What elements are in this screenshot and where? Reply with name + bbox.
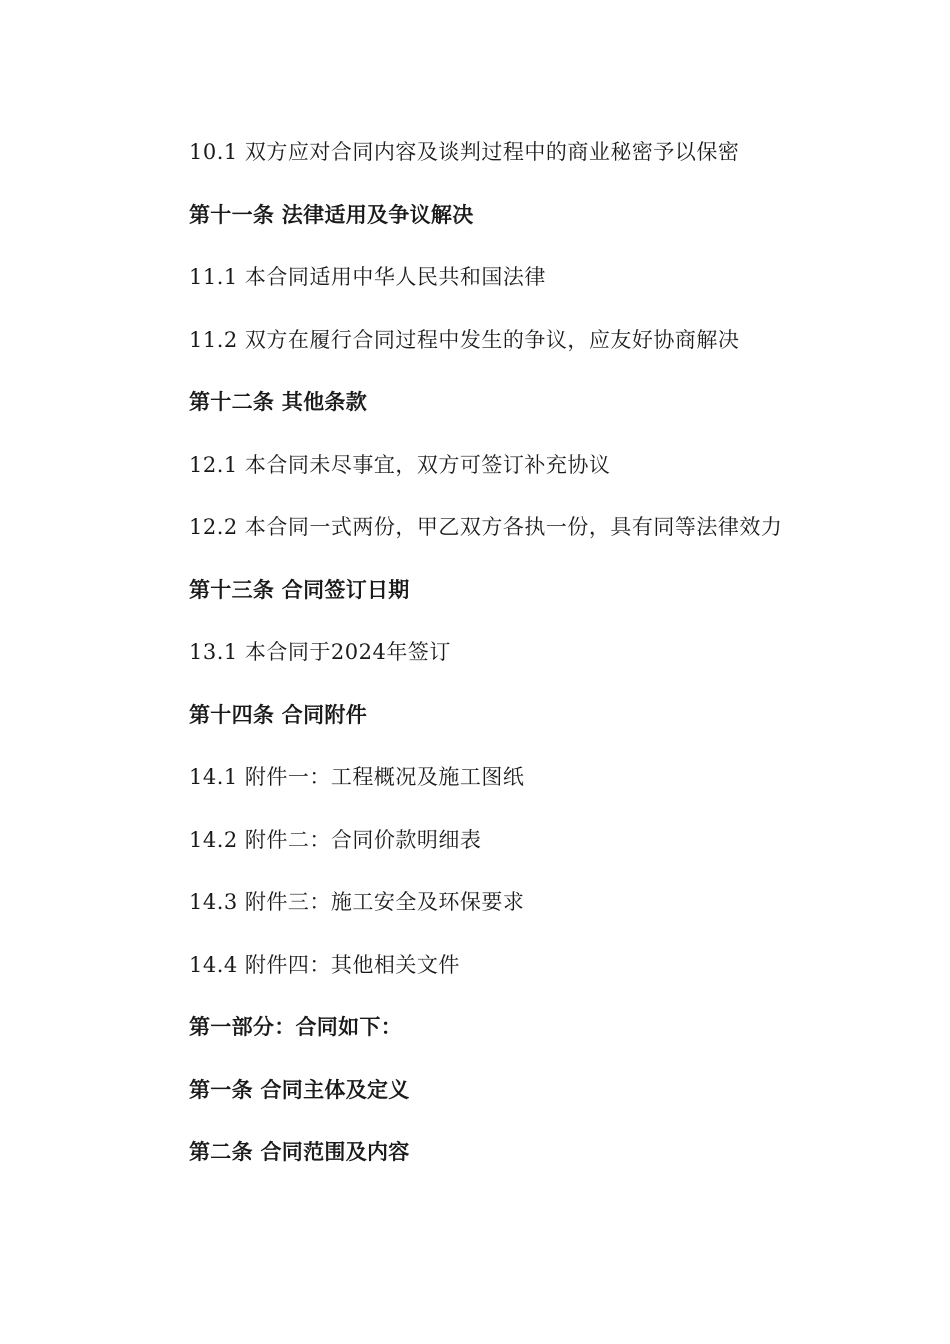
clause-14-4: 14.4 附件四：其他相关文件 — [189, 952, 460, 977]
section-heading-article-14: 第十四条 合同附件 — [189, 702, 368, 727]
clause-14-2: 14.2 附件二：合同价款明细表 — [189, 827, 482, 852]
clause-12-1: 12.1 本合同未尽事宜，双方可签订补充协议 — [189, 452, 611, 477]
section-heading-article-11: 第十一条 法律适用及争议解决 — [189, 202, 474, 227]
part-heading-part-1: 第一部分：合同如下： — [189, 1015, 402, 1039]
clause-11-1: 11.1 本合同适用中华人民共和国法律 — [189, 265, 546, 289]
section-heading-article-1: 第一条 合同主体及定义 — [189, 1077, 410, 1102]
clause-14-3: 14.3 附件三：施工安全及环保要求 — [189, 890, 525, 914]
clause-11-2: 11.2 双方在履行合同过程中发生的争议，应友好协商解决 — [189, 327, 740, 352]
clause-12-2: 12.2 本合同一式两份，甲乙双方各执一份，具有同等法律效力 — [189, 515, 783, 539]
section-heading-article-13: 第十三条 合同签订日期 — [189, 577, 410, 602]
clause-13-1: 13.1 本合同于2024年签订 — [189, 640, 451, 664]
clause-10-1: 10.1 双方应对合同内容及谈判过程中的商业秘密予以保密 — [189, 140, 740, 164]
section-heading-article-12: 第十二条 其他条款 — [189, 390, 368, 414]
section-heading-article-2: 第二条 合同范围及内容 — [189, 1140, 410, 1164]
document-body — [189, 134, 889, 1197]
clause-14-1: 14.1 附件一：工程概况及施工图纸 — [189, 765, 525, 789]
